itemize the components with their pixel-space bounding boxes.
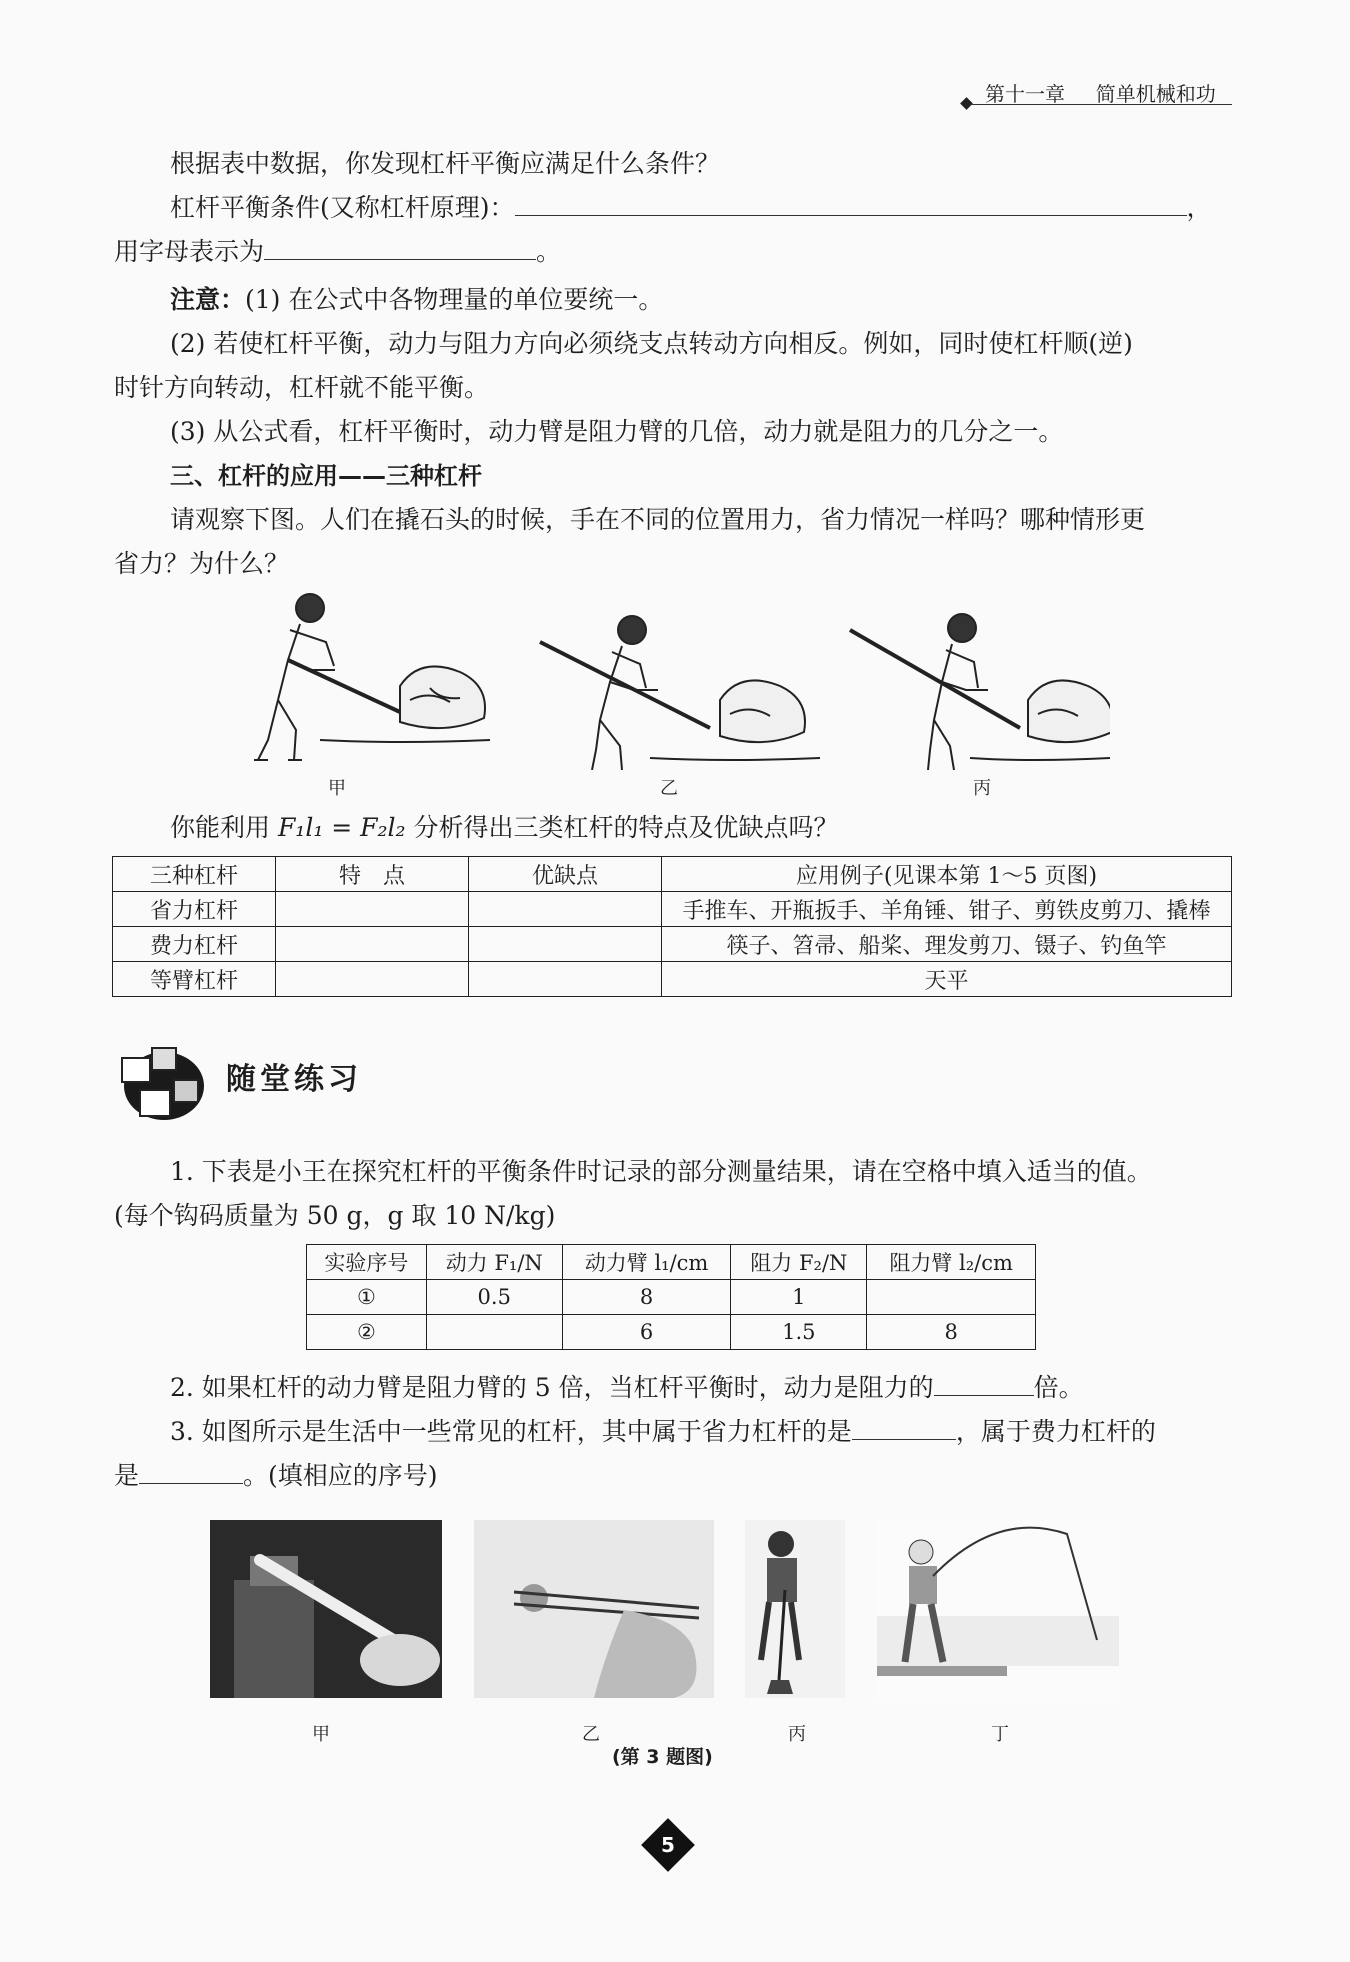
- table-cell: 省力杠杆: [113, 892, 276, 927]
- practice-q2: 2. 如果杠杆的动力臂是阻力臂的 5 倍，当杠杆平衡时，动力是阻力的 倍。: [170, 1373, 1084, 1402]
- table-cell: 筷子、笤帚、船桨、理发剪刀、镊子、钓鱼竿: [662, 927, 1232, 962]
- table-cell-blank[interactable]: [469, 927, 662, 962]
- note-2a: (2) 若使杠杆平衡，动力与阻力方向必须绕支点转动方向相反。例如，同时使杠杆顺(逆): [170, 329, 1133, 358]
- q3-effort-blank[interactable]: [139, 1461, 243, 1484]
- figure-bing: [850, 614, 1110, 770]
- practice-q1b: (每个钩码质量为 50 g，g 取 10 N/kg): [114, 1201, 556, 1230]
- figure-caption: (第 3 题图): [612, 1746, 713, 1768]
- photo-label-yi: 乙: [582, 1724, 600, 1745]
- fig-label-jia: 甲: [328, 778, 346, 799]
- letters-blank[interactable]: [264, 237, 536, 260]
- photo-label-ding: 丁: [991, 1724, 1009, 1745]
- chapter-title: 简单机械和功: [1095, 82, 1216, 106]
- table-cell: ①: [307, 1280, 427, 1315]
- table-cell: 6: [562, 1315, 731, 1350]
- practice-title: 随堂练习: [226, 1062, 362, 1097]
- table-header-cell: 动力 F₁/N: [426, 1245, 562, 1280]
- figure-yi: [540, 616, 820, 770]
- table-header-cell: 实验序号: [307, 1245, 427, 1280]
- note-title: 注意：: [170, 285, 246, 314]
- table-header-cell: 三种杠杆: [113, 857, 276, 892]
- table-row: [113, 892, 1232, 927]
- table-row: [307, 1315, 1036, 1350]
- practice-cube-icon: [112, 1040, 208, 1124]
- photo-label-jia: 甲: [312, 1724, 330, 1745]
- table-cell-blank[interactable]: [276, 927, 469, 962]
- table-header-cell: 优缺点: [469, 857, 662, 892]
- table-cell: 等臂杠杆: [113, 962, 276, 997]
- letters-line: 用字母表示为 。: [114, 237, 562, 266]
- observe-question-a: 请观察下图。人们在撬石头的时候，手在不同的位置用力，省力情况一样吗？哪种情形更: [170, 505, 1146, 534]
- table-cell: 费力杠杆: [113, 927, 276, 962]
- table-cell: 0.5: [426, 1280, 562, 1315]
- table-cell: ②: [307, 1315, 427, 1350]
- balance-condition-line: 杠杆平衡条件(又称杠杆原理)： ，: [170, 193, 1212, 222]
- question-balance: 根据表中数据，你发现杠杆平衡应满足什么条件？: [170, 149, 721, 178]
- table-cell: 天平: [662, 962, 1232, 997]
- table-cell-blank[interactable]: [469, 962, 662, 997]
- q3-lever-blank[interactable]: [852, 1417, 956, 1440]
- table-cell: 1: [731, 1280, 867, 1315]
- chapter-header: [985, 78, 1216, 107]
- chapter-number: 第十一章: [985, 82, 1065, 106]
- figure-jia: [254, 594, 490, 760]
- table-row: [113, 962, 1232, 997]
- photo-broom: [745, 1520, 845, 1698]
- table-header-cell: 阻力 F₂/N: [731, 1245, 867, 1280]
- practice-q3a: 3. 如图所示是生活中一些常见的杠杆，其中属于省力杠杆的是 ，属于费力杠杆的: [170, 1417, 1156, 1446]
- table-cell-blank[interactable]: [276, 962, 469, 997]
- section-title-levers: 三、杠杆的应用——三种杠杆: [170, 462, 482, 490]
- table-cell: 手推车、开瓶扳手、羊角锤、钳子、剪铁皮剪刀、撬棒: [662, 892, 1232, 927]
- measurement-table: [306, 1244, 1036, 1350]
- photo-fishing: [877, 1520, 1119, 1698]
- condition-label: 杠杆平衡条件(又称杠杆原理)：: [170, 193, 515, 222]
- table-header-cell: 阻力臂 l₂/cm: [867, 1245, 1036, 1280]
- table-cell-blank[interactable]: [469, 892, 662, 927]
- table-cell-blank[interactable]: [426, 1315, 562, 1350]
- table-cell: 8: [562, 1280, 731, 1315]
- table-header-row: [307, 1245, 1036, 1280]
- fig-label-bing: 丙: [973, 778, 991, 799]
- lever-types-table: [112, 856, 1232, 997]
- condition-blank[interactable]: [515, 193, 1187, 216]
- note-2b: 时针方向转动，杠杆就不能平衡。: [114, 373, 490, 402]
- table-cell: 1.5: [731, 1315, 867, 1350]
- crowbar-illustrations: [230, 590, 1110, 770]
- table-row: [113, 927, 1232, 962]
- photo-label-bing: 丙: [788, 1724, 806, 1745]
- formula: F₁l₁ = F₂l₂: [277, 813, 406, 842]
- practice-q1a: 1. 下表是小王在探究杠杆的平衡条件时记录的部分测量结果，请在空格中填入适当的值。: [170, 1157, 1152, 1186]
- table-cell-blank[interactable]: [867, 1280, 1036, 1315]
- practice-q3b: 是 。(填相应的序号): [114, 1461, 438, 1490]
- analysis-question: 你能利用 F₁l₁ = F₂l₂ 分析得出三类杠杆的特点及优缺点吗？: [170, 813, 839, 842]
- table-row: [307, 1280, 1036, 1315]
- photo-bottle-opener: [210, 1520, 442, 1698]
- observe-question-b: 省力？为什么？: [114, 549, 290, 578]
- table-cell: 8: [867, 1315, 1036, 1350]
- q2-blank[interactable]: [934, 1373, 1034, 1396]
- table-cell-blank[interactable]: [276, 892, 469, 927]
- page-number: 5: [661, 1833, 675, 1857]
- table-header-cell: 特 点: [276, 857, 469, 892]
- table-header-row: [113, 857, 1232, 892]
- header-rule: [970, 104, 1232, 105]
- note-3: (3) 从公式看，杠杆平衡时，动力臂是阻力臂的几倍，动力就是阻力的几分之一。: [170, 417, 1064, 446]
- fig-label-yi: 乙: [660, 778, 678, 799]
- table-header-cell: 动力臂 l₁/cm: [562, 1245, 731, 1280]
- photo-chopsticks: [474, 1520, 714, 1698]
- table-header-cell: 应用例子(见课本第 1～5 页图): [662, 857, 1232, 892]
- note-1: 注意：(1) 在公式中各物理量的单位要统一。: [170, 285, 664, 314]
